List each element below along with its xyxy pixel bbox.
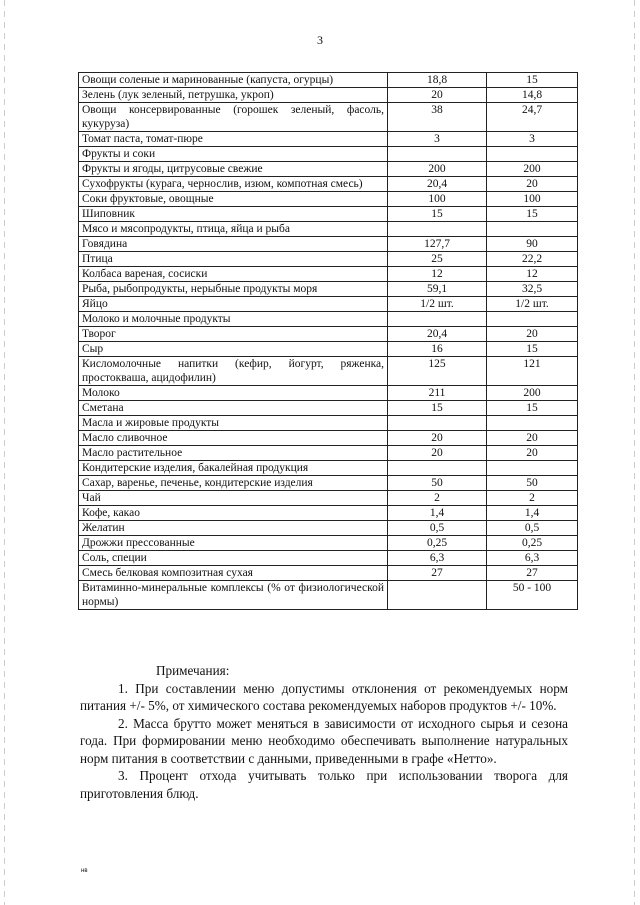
netto-cell (487, 222, 578, 237)
product-name-cell: Колбаса вареная, сосиски (79, 267, 388, 282)
table-row (79, 581, 578, 610)
brutto-cell (388, 147, 487, 162)
product-name-cell: Сметана (79, 401, 388, 416)
brutto-cell: 20,4 (388, 177, 487, 192)
table-row (79, 162, 578, 177)
table-row (79, 431, 578, 446)
table-row (79, 282, 578, 297)
note-item: 2. Масса брутто может меняться в зависимости от исходного сырья и сезона года. При формировании меню необходимо обеспечивать выполнение натуральных норм питания в соответствии с данными, приведенными в графе «Нетто». (80, 715, 568, 766)
netto-cell: 20 (487, 446, 578, 461)
product-name-cell: Рыба, рыбопродукты, нерыбные продукты моря (79, 282, 388, 297)
netto-cell: 100 (487, 192, 578, 207)
product-name-cell: Сахар, варенье, печенье, кондитерские изделия (79, 476, 388, 491)
brutto-cell: 16 (388, 342, 487, 357)
table-row (79, 312, 578, 327)
netto-cell: 200 (487, 162, 578, 177)
netto-cell: 15 (487, 73, 578, 88)
product-name-cell: Кофе, какао (79, 506, 388, 521)
brutto-cell: 0,25 (388, 536, 487, 551)
product-name-cell: Соль, специи (79, 551, 388, 566)
netto-cell: 1,4 (487, 506, 578, 521)
product-name-cell: Зелень (лук зеленый, петрушка, укроп) (79, 88, 388, 103)
brutto-cell: 1/2 шт. (388, 297, 487, 312)
table-row (79, 222, 578, 237)
product-name-cell: Томат паста, томат-пюре (79, 132, 388, 147)
netto-cell: 6,3 (487, 551, 578, 566)
table-row (79, 401, 578, 416)
netto-cell: 90 (487, 237, 578, 252)
brutto-cell: 18,8 (388, 73, 487, 88)
brutto-cell: 20,4 (388, 327, 487, 342)
table-row (79, 192, 578, 207)
netto-cell: 0,5 (487, 521, 578, 536)
product-name-cell: Шиповник (79, 207, 388, 222)
brutto-cell: 125 (388, 357, 487, 386)
brutto-cell: 3 (388, 132, 487, 147)
netto-cell: 50 - 100 (487, 581, 578, 610)
product-name-cell: Кисломолочные напитки (кефир, йогурт, ряженка, простокваша, ацидофилин) (79, 357, 388, 386)
table-row (79, 252, 578, 267)
brutto-cell: 0,5 (388, 521, 487, 536)
netto-cell: 1/2 шт. (487, 297, 578, 312)
notes-section (80, 662, 568, 802)
netto-cell: 15 (487, 401, 578, 416)
brutto-cell (388, 222, 487, 237)
product-name-cell: Мясо и мясопродукты, птица, яйца и рыба (79, 222, 388, 237)
product-name-cell: Яйцо (79, 297, 388, 312)
table-row (79, 491, 578, 506)
note-item: 1. При составлении меню допустимы отклонения от рекомендуемых норм питания +/- 5%, от химического состава рекомендуемых наборов продуктов +/- 10%. (80, 680, 568, 713)
note-item: 3. Процент отхода учитывать только при использовании творога для приготовления блюд. (80, 768, 568, 801)
netto-cell: 14,8 (487, 88, 578, 103)
brutto-cell: 20 (388, 446, 487, 461)
table-row (79, 476, 578, 491)
table-row (79, 461, 578, 476)
brutto-cell: 38 (388, 103, 487, 132)
netto-cell (487, 312, 578, 327)
product-name-cell: Творог (79, 327, 388, 342)
table-row (79, 416, 578, 431)
table-row (79, 177, 578, 192)
product-name-cell: Овощи соленые и маринованные (капуста, огурцы) (79, 73, 388, 88)
netto-cell: 20 (487, 177, 578, 192)
table-row (79, 207, 578, 222)
brutto-cell: 200 (388, 162, 487, 177)
netto-cell (487, 147, 578, 162)
table-row (79, 521, 578, 536)
product-name-cell: Чай (79, 491, 388, 506)
table-row (79, 386, 578, 401)
brutto-cell (388, 312, 487, 327)
brutto-cell (388, 416, 487, 431)
table-row (79, 88, 578, 103)
table-row (79, 357, 578, 386)
product-name-cell: Сыр (79, 342, 388, 357)
netto-cell: 15 (487, 207, 578, 222)
table-row (79, 297, 578, 312)
brutto-cell: 6,3 (388, 551, 487, 566)
brutto-cell: 59,1 (388, 282, 487, 297)
table-row (79, 327, 578, 342)
scan-edge-right (634, 0, 635, 905)
netto-cell: 22,2 (487, 252, 578, 267)
product-name-cell: Масло растительное (79, 446, 388, 461)
table-row (79, 342, 578, 357)
netto-cell: 24,7 (487, 103, 578, 132)
netto-cell (487, 461, 578, 476)
table-row (79, 536, 578, 551)
product-name-cell: Желатин (79, 521, 388, 536)
brutto-cell (388, 461, 487, 476)
brutto-cell: 2 (388, 491, 487, 506)
page-number: 3 (317, 33, 323, 47)
footer-code: нв (81, 868, 88, 874)
table-row (79, 132, 578, 147)
brutto-cell: 20 (388, 88, 487, 103)
product-name-cell: Птица (79, 252, 388, 267)
table-row (79, 103, 578, 132)
netto-cell: 32,5 (487, 282, 578, 297)
product-name-cell: Кондитерские изделия, бакалейная продукция (79, 461, 388, 476)
product-name-cell: Витаминно-минеральные комплексы (% от физиологической нормы) (79, 581, 388, 610)
netto-cell: 15 (487, 342, 578, 357)
product-name-cell: Соки фруктовые, овощные (79, 192, 388, 207)
product-name-cell: Сухофрукты (курага, чернослив, изюм, компотная смесь) (79, 177, 388, 192)
product-name-cell: Масло сливочное (79, 431, 388, 446)
netto-cell: 20 (487, 327, 578, 342)
table-row (79, 446, 578, 461)
brutto-cell: 25 (388, 252, 487, 267)
netto-cell: 0,25 (487, 536, 578, 551)
brutto-cell: 211 (388, 386, 487, 401)
brutto-cell: 15 (388, 207, 487, 222)
table-row (79, 566, 578, 581)
scan-edge-left (4, 0, 5, 905)
brutto-cell: 127,7 (388, 237, 487, 252)
netto-cell: 2 (487, 491, 578, 506)
netto-cell: 20 (487, 431, 578, 446)
table-row (79, 73, 578, 88)
product-name-cell: Говядина (79, 237, 388, 252)
netto-cell: 121 (487, 357, 578, 386)
product-name-cell: Молоко и молочные продукты (79, 312, 388, 327)
brutto-cell: 27 (388, 566, 487, 581)
notes-heading: Примечания: (156, 663, 230, 678)
brutto-cell: 12 (388, 267, 487, 282)
food-norms-table (78, 72, 578, 610)
table-row (79, 147, 578, 162)
product-name-cell: Дрожжи прессованные (79, 536, 388, 551)
netto-cell (487, 416, 578, 431)
table-row (79, 506, 578, 521)
netto-cell: 50 (487, 476, 578, 491)
product-name-cell: Молоко (79, 386, 388, 401)
brutto-cell: 15 (388, 401, 487, 416)
brutto-cell (388, 581, 487, 610)
netto-cell: 12 (487, 267, 578, 282)
product-name-cell: Фрукты и ягоды, цитрусовые свежие (79, 162, 388, 177)
product-name-cell: Смесь белковая композитная сухая (79, 566, 388, 581)
table-row (79, 551, 578, 566)
product-name-cell: Овощи консервированные (горошек зеленый, фасоль, кукуруза) (79, 103, 388, 132)
table-row (79, 267, 578, 282)
table-row (79, 237, 578, 252)
brutto-cell: 1,4 (388, 506, 487, 521)
netto-cell: 3 (487, 132, 578, 147)
table-body (79, 73, 578, 610)
product-name-cell: Фрукты и соки (79, 147, 388, 162)
brutto-cell: 50 (388, 476, 487, 491)
brutto-cell: 100 (388, 192, 487, 207)
netto-cell: 27 (487, 566, 578, 581)
product-name-cell: Масла и жировые продукты (79, 416, 388, 431)
brutto-cell: 20 (388, 431, 487, 446)
netto-cell: 200 (487, 386, 578, 401)
